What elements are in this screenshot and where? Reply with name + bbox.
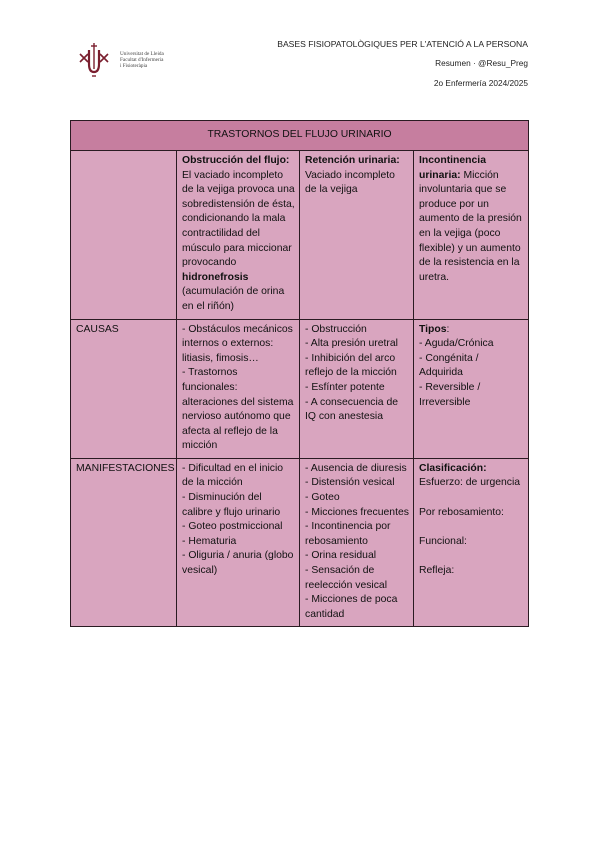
university-name-line1: Universitat de Lleida xyxy=(120,51,164,57)
document-title: BASES FISIOPATOLÒGIQUES PER L'ATENCIÓ A LA PERSONA xyxy=(277,39,528,49)
cell-incontinence-causes xyxy=(414,319,529,458)
university-name-line3: i Fisioteràpia xyxy=(120,63,148,69)
university-logo xyxy=(74,40,184,80)
cell-obstruction-definition xyxy=(177,151,300,320)
incontinence-definition-text: Micción involuntaria que se produce por un aumento de la presión en la vejiga (poco flexible) y un aumento de la resistencia en la uretra. xyxy=(419,169,522,283)
table-title-row xyxy=(71,121,529,151)
cell-incontinence-definition xyxy=(414,151,529,320)
university-name-line2: Facultat d'Infermeria xyxy=(120,57,164,63)
table-title: TRASTORNOS DEL FLUJO URINARIO xyxy=(71,121,529,151)
incontinence-types-heading: Tipos xyxy=(419,323,447,335)
retention-definition-text: Vaciado incompleto de la vejiga xyxy=(305,169,395,196)
obstruction-heading: Obstrucción del flujo: xyxy=(182,155,290,166)
university-crest-icon xyxy=(74,40,114,80)
row-label-manifestations: MANIFESTACIONES xyxy=(71,458,177,627)
cell-retention-manifestations: - Ausencia de diuresis - Distensión vesical - Goteo - Micciones frecuentes - Incontinencia por rebosamiento - Orina residual - Sensación de reelección vesical - Micciones de poca cantidad xyxy=(300,458,414,627)
table-row-causes xyxy=(71,319,529,458)
obstruction-definition-text: El vaciado incompleto de la vejiga provoca una sobredistensión de ésta, condicionando la mala contractilidad del músculo para miccionar provocando xyxy=(182,169,295,269)
incontinence-classification-heading: Clasificación: xyxy=(419,462,487,474)
document-author: Resumen · @Resu_Preg xyxy=(435,58,528,68)
incontinence-heading: Incontinencia urinaria: xyxy=(419,155,486,181)
urinary-disorders-table xyxy=(70,120,529,627)
row-label-definition xyxy=(71,151,177,320)
obstruction-definition-note: (acumulación de orina en el riñón) xyxy=(182,286,285,312)
document-course: 2o Enfermería 2024/2025 xyxy=(433,78,528,88)
incontinence-classification-list: Esfuerzo: de urgencia Por rebosamiento: Funcional: Refleja: xyxy=(419,477,521,577)
cell-obstruction-manifestations: - Dificultad en el inicio de la micción - Disminución del calibre y flujo urinario - Goteo postmiccional - Hematuria - Oliguria / anuria (globo vesical) xyxy=(177,458,300,627)
cell-incontinence-manifestations xyxy=(414,458,529,627)
retention-heading: Retención urinaria: xyxy=(305,155,400,166)
hydronephrosis-term: hidronefrosis xyxy=(182,271,249,283)
table-row-manifestations xyxy=(71,458,529,627)
incontinence-types-colon: : xyxy=(446,323,450,335)
cell-retention-definition xyxy=(300,151,414,320)
cell-retention-causes: - Obstrucción - Alta presión uretral - Inhibición del arco reflejo de la micción - Esfínter potente - A consecuencia de IQ con anestesia xyxy=(300,319,414,458)
cell-obstruction-causes: - Obstáculos mecánicos internos o externos: litiasis, fimosis… - Trastornos funcionales: alteraciones del sistema nervioso autónomo que afecta al reflejo de la micción xyxy=(177,319,300,458)
incontinence-types-list: - Aguda/Crónica - Congénita / Adquirida - Reversible / Irreversible xyxy=(419,338,494,408)
table-row-definition xyxy=(71,151,529,320)
row-label-causes: CAUSAS xyxy=(71,319,177,458)
